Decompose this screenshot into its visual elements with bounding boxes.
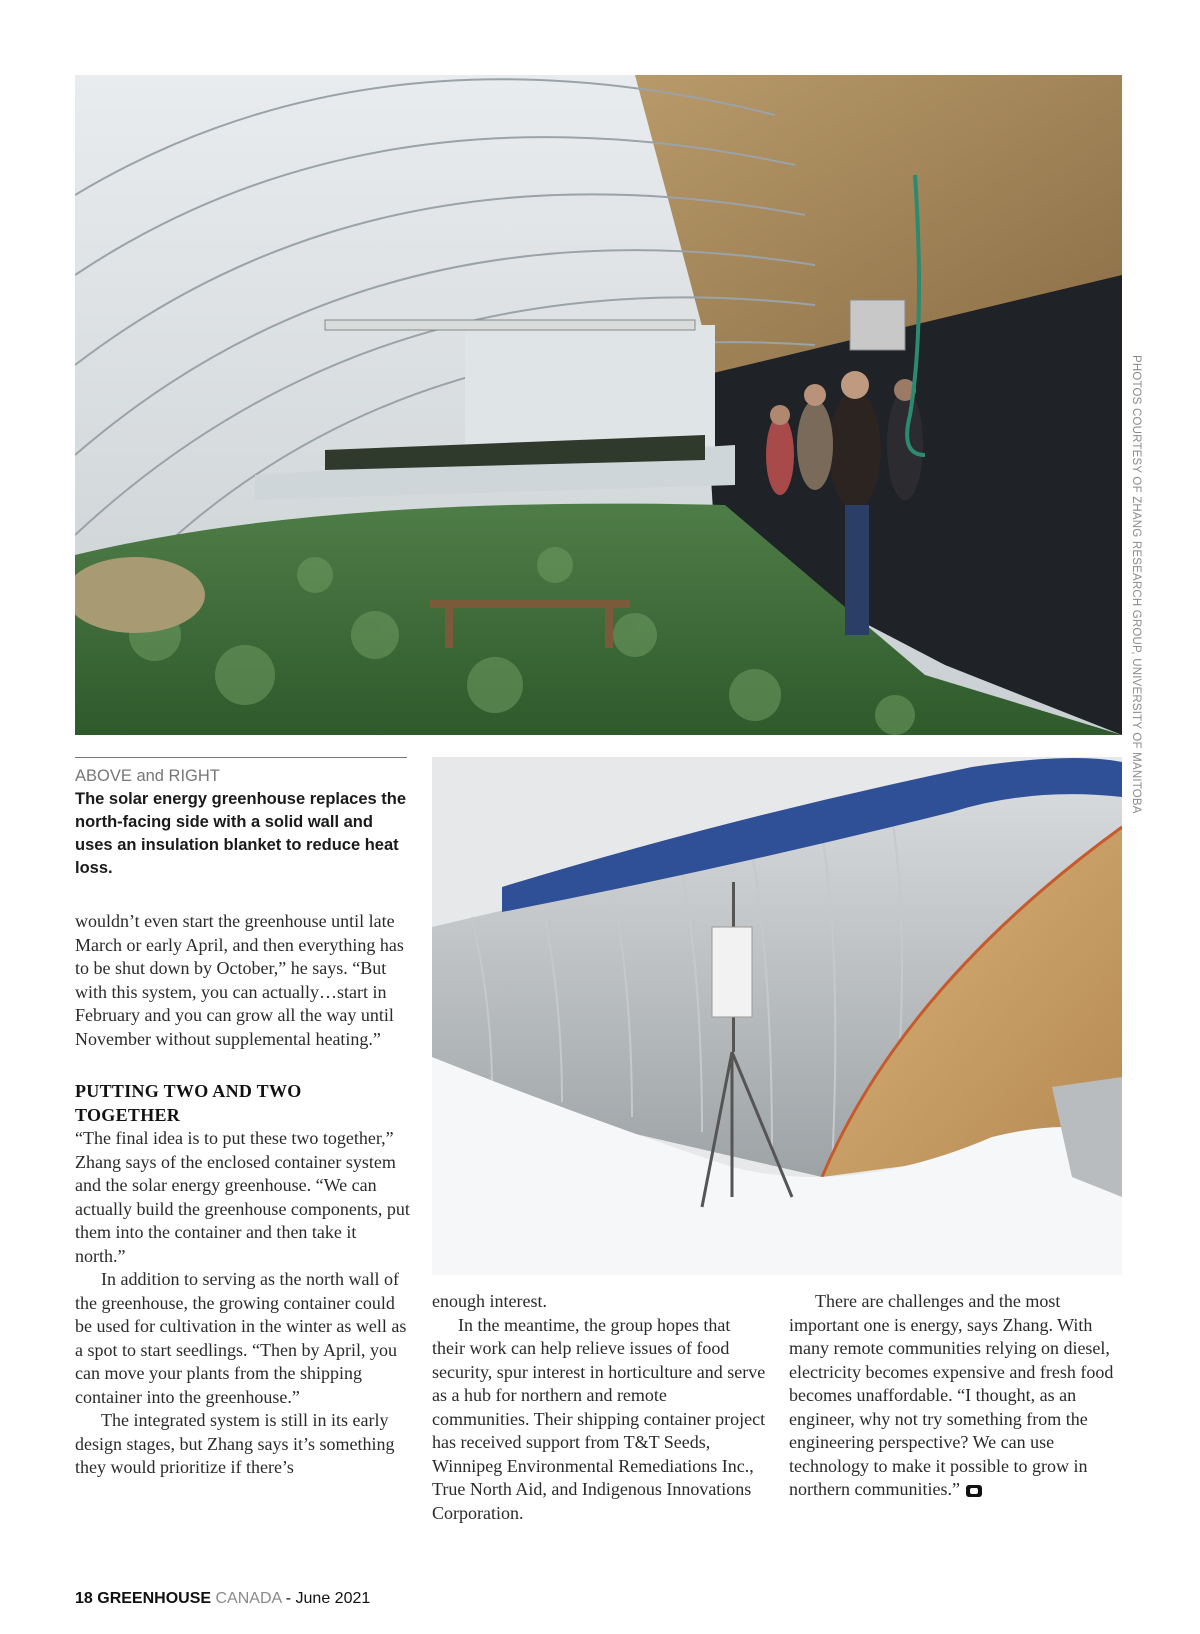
paragraph: The integrated system is still in its early design stages, but Zhang says it’s something they would prioritize if there’s [75,1410,395,1477]
caption-label: ABOVE and RIGHT [75,767,220,785]
page-footer [75,1590,370,1608]
paragraph: wouldn’t even start the greenhouse until late March or early April, and then everything has to be shut down by October,” he says. “But with this system, you can actually…start in February and you can grow all the way until November without supplemental heating.” [75,911,404,1049]
paragraph: In addition to serving as the north wall of the greenhouse, the growing container could be used for cultivation in the winter as well as a spot to start seedlings. “Then by April, you can move your plants from the shipping container into the greenhouse.” [75,1269,407,1407]
caption-text: The solar energy greenhouse replaces the north-facing side with a solid wall and uses an insulation blanket to reduce heat loss. [75,790,407,877]
paragraph: In the meantime, the group hopes that their work can help relieve issues of food security, spur interest in horticulture and serve as a hub for northern and remote communities. Their shipping container project has received support from T&T Seeds, Winnipeg Environmental Remediations Inc., True North Aid, and Indigenous Innovations Corporation. [432,1314,766,1523]
page-number: 18 [75,1590,93,1607]
paragraph: “The final idea is to put these two together,” Zhang says of the enclosed container system and the solar energy greenhouse. “We can actually build the greenhouse components, put them into the container and then take it north.” [75,1128,410,1266]
greenhouse-interior-photo [75,75,1122,735]
photo-caption [75,757,407,880]
paragraph: enough interest. [432,1291,547,1311]
photo-credit [1124,75,1148,814]
paragraph [789,1290,1124,1502]
photo-credit-text: PHOTOS COURTESY OF ZHANG RESEARCH GROUP, UNIVERSITY OF MANITOBA [1130,355,1142,814]
magazine-name-bold: GREENHOUSE [97,1590,212,1607]
article-column-2 [432,1290,767,1525]
greenhouse-exterior-photo [432,757,1122,1275]
magazine-name-light: CANADA [215,1590,282,1607]
issue-date: - June 2021 [285,1590,371,1607]
paragraph-text: There are challenges and the most important one is energy, says Zhang. With many remote communities relying on diesel, electricity becomes expensive and fresh food becomes unaffordable. “I thought, as an engineer, why not try something from the engineering perspective? We can use technology to make it possible to grow in northern communities.” [789,1291,1114,1499]
end-mark-icon [966,1485,982,1497]
article-column-1 [75,910,410,1480]
section-subheading: PUTTING TWO AND TWO TOGETHER [75,1081,302,1125]
article-column-3 [789,1290,1124,1502]
